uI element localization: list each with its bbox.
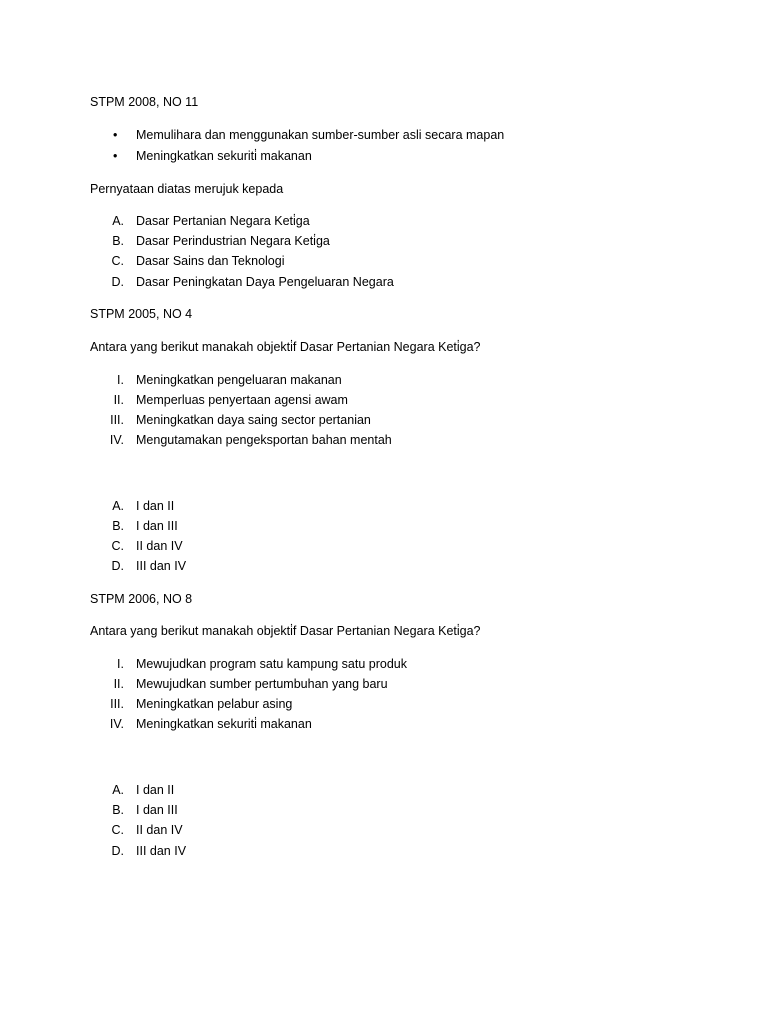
statement-marker: II.: [113, 393, 124, 407]
option-marker: B.: [112, 234, 124, 248]
statement-marker: III.: [110, 697, 124, 711]
option-marker: C.: [111, 254, 124, 268]
statement-text: Meningkatkan pelabur asing: [136, 697, 293, 711]
bullet-glyph: •: [113, 149, 118, 163]
option-marker: B.: [112, 519, 124, 533]
statement-marker: II.: [113, 677, 124, 691]
section-heading: STPM 2005, NO 4: [90, 307, 193, 321]
option-text: II dan IV: [136, 539, 183, 553]
statement-text: Meningkatkan daya saing sector pertanian: [136, 413, 371, 427]
question-text: Pernyataan diatas merujuk kepada: [90, 182, 284, 196]
section-heading: STPM 2006, NO 8: [90, 592, 193, 606]
statement-text: Memperluas penyertaan agensi awam: [136, 393, 348, 407]
option-marker: D.: [111, 844, 124, 858]
option-marker: D.: [111, 275, 124, 289]
bullet-item: Memulihara dan menggunakan sumber-sumber asli secara mapan: [136, 128, 505, 142]
option-marker: D.: [111, 559, 124, 573]
option-text: III dan IV: [136, 844, 187, 858]
option-text: I dan III: [136, 519, 178, 533]
option-text: Dasar Pertanian Negara Keti̇ga: [136, 214, 310, 228]
option-text: Dasar Sains dan Teknologi: [136, 254, 285, 268]
option-text: Dasar Perindustrian Negara Keti̇ga: [136, 234, 330, 248]
section-heading: STPM 2008, NO 11: [90, 95, 199, 109]
option-marker: A.: [112, 783, 124, 797]
statement-marker: IV.: [109, 717, 124, 731]
option-text: I dan II: [136, 499, 175, 513]
statement-marker: I.: [117, 657, 124, 671]
statement-text: Mewujudkan sumber pertumbuhan yang baru: [136, 677, 388, 691]
statement-marker: IV.: [109, 433, 124, 447]
statement-marker: III.: [110, 413, 124, 427]
statement-marker: I.: [117, 373, 124, 387]
bullet-glyph: •: [113, 128, 118, 142]
option-marker: B.: [112, 803, 124, 817]
option-marker: A.: [112, 499, 124, 513]
question-text: Antara yang berikut manakah objekti̇f Dasar Pertanian Negara Keti̇ga?: [90, 340, 481, 354]
option-marker: A.: [112, 214, 124, 228]
statement-text: Meningkatkan pengeluaran makanan: [136, 373, 342, 387]
statement-text: Mewujudkan program satu kampung satu produk: [136, 657, 407, 671]
question-text: Antara yang berikut manakah objekti̇f Dasar Pertanian Negara Keti̇ga?: [90, 624, 481, 638]
statement-text: Meningkatkan sekuriti̇ makanan: [136, 717, 312, 731]
bullet-item: Meningkatkan sekuriti̇ makanan: [136, 149, 312, 163]
option-text: II dan IV: [136, 823, 183, 837]
option-marker: C.: [111, 823, 124, 837]
option-text: I dan II: [136, 783, 175, 797]
option-text: Dasar Peningkatan Daya Pengeluaran Negara: [136, 275, 394, 289]
option-text: I dan III: [136, 803, 178, 817]
option-marker: C.: [111, 539, 124, 553]
option-text: III dan IV: [136, 559, 187, 573]
statement-text: Mengutamakan pengeksportan bahan mentah: [136, 433, 392, 447]
